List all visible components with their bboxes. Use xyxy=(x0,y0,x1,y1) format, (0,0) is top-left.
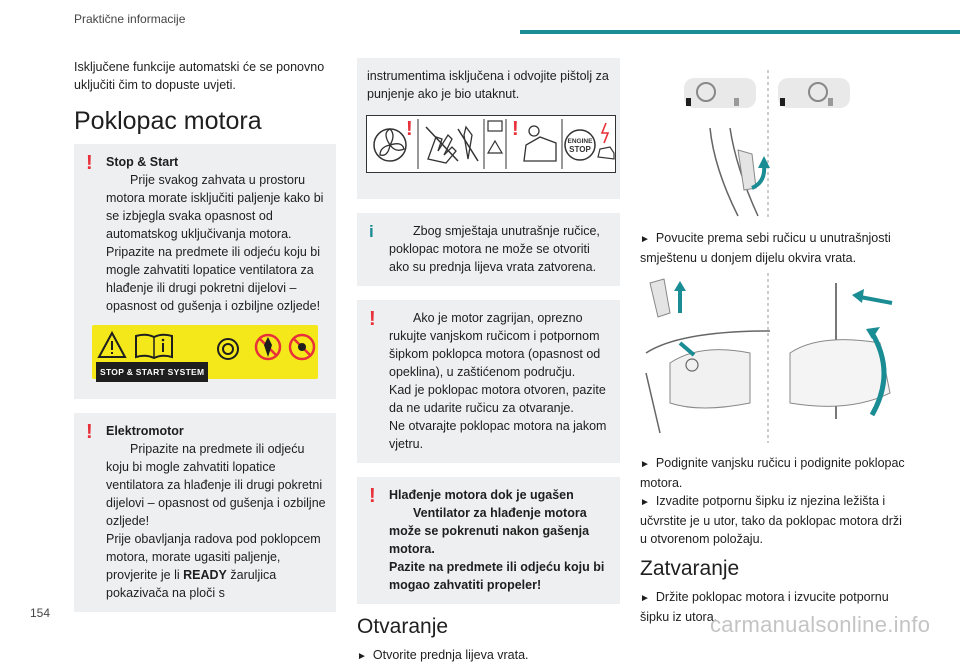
illustration-inner-lever xyxy=(640,58,905,218)
warning-icon: ! xyxy=(86,421,93,443)
warning-icon: ! xyxy=(369,308,376,330)
warning-text: Pripazite na predmete ili odjeću koju bi mogle zahvatiti lopatice ventilatora za hlađenje ili drugi pokretni dijelovi – opasnost od gušenja i ozbiljne ozljede! xyxy=(106,442,326,528)
column-middle xyxy=(357,58,620,666)
pictogram-icons xyxy=(366,115,616,173)
manual-book-icon xyxy=(136,335,172,358)
mechanic-icon xyxy=(524,126,556,161)
warning-text: Prije svakog zahvata u prostoru motora morate isključiti paljenje kako bi se izbjegla svaka opasnost od automatskog uključivanja motora. xyxy=(106,173,324,241)
page-number: 154 xyxy=(30,606,51,620)
car-lightning-icon xyxy=(598,123,614,159)
warning-icon: ! xyxy=(369,485,376,507)
warning-text-3: Ne otvarajte poklopac motora na jakom vjetru. xyxy=(389,419,607,451)
step-support-rod: ► Izvadite potpornu šipku iz njezina ležišta i učvrstite je u utor, tako da poklopac motora drži u otvorenom položaju. xyxy=(640,494,902,546)
warning-box-continued xyxy=(357,58,620,199)
warning-text-continued: instrumentima isključena i odvojite pištolj za punjenje ako je bio utaknut. xyxy=(367,69,609,101)
section-heading-closing: Zatvaranje xyxy=(640,557,740,580)
engine-label: ENGINE xyxy=(567,138,593,145)
support-rod-icon xyxy=(790,283,892,419)
warning-text-2: Kad je poklopac motora otvoren, pazite da ne udarite ručicu za otvaranje. xyxy=(389,383,606,415)
stop-label: STOP xyxy=(569,145,591,154)
sticker-label: STOP & START SYSTEM xyxy=(96,362,208,382)
info-icon: i xyxy=(369,222,374,241)
bullet-arrow-icon: ► xyxy=(640,593,650,604)
ready-label: READY xyxy=(183,568,227,582)
svg-text:!: ! xyxy=(512,118,519,140)
warning-pictogram-strip xyxy=(357,107,612,177)
warning-title: Elektromotor xyxy=(106,424,184,438)
warning-text-2: Prije obavljanja radova pod poklopcem motora, morate ugasiti paljenje, provjerite je li READY žaruljica pokazivača na ploči s xyxy=(106,532,321,600)
page-header xyxy=(0,0,960,36)
warning-title: Stop & Start xyxy=(106,155,179,169)
watermark: carmanualsonline.info xyxy=(710,612,931,637)
warning-text: Ventilator za hlađenje motora može se pokrenuti nakon gašenja motora. xyxy=(389,506,590,556)
fan-icon xyxy=(374,129,406,161)
warning-triangle-icon xyxy=(99,333,125,357)
sticker-icons xyxy=(98,331,318,361)
section-heading-hood: Poklopac motora xyxy=(74,107,262,135)
bullet-arrow-icon: ► xyxy=(357,651,367,662)
warning-text-2: Pripazite na predmete ili odjeću koju bi mogle zahvatiti lopatice ventilatora za hlađenje ili drugi pokretni dijelovi – opasnost od gušenja i ozbiljne ozljede! xyxy=(106,245,321,313)
no-tie-icon xyxy=(256,335,280,359)
info-text: Zbog smještaja unutrašnje ručice, poklopac motora ne može se otvoriti ako su prednja lijeva vrata zatvorena. xyxy=(389,224,600,274)
steering-wheel-icon xyxy=(684,78,756,108)
warning-text: Ako je motor zagrijan, oprezno rukujte vanjskom ručicom i potpornom šipkom poklopca motora (opasnost od opeklina), u zaštićenom području. xyxy=(389,311,601,379)
belt-coil-icon xyxy=(218,339,238,359)
illustration-hood-open xyxy=(640,273,905,443)
warning-box-hot-engine xyxy=(357,300,620,463)
step-open-door: ► Otvorite prednja lijeva vrata. xyxy=(357,648,529,662)
bullet-arrow-icon: ► xyxy=(640,459,650,470)
engine-stop-icon xyxy=(565,130,595,160)
tie-icon xyxy=(458,127,478,161)
svg-text:!: ! xyxy=(406,118,413,140)
bullet-arrow-icon: ► xyxy=(640,234,650,245)
intro-text: Isključene funkcije automatski će se ponovno uključiti čim to dopuste uvjeti. xyxy=(74,60,325,92)
column-left xyxy=(74,58,336,626)
header-accent-bar xyxy=(520,30,960,34)
column-right xyxy=(640,58,905,626)
header-title: Praktične informacije xyxy=(74,12,186,26)
hand-icon xyxy=(426,127,458,163)
stop-start-sticker xyxy=(84,325,328,385)
section-heading-opening: Otvaranje xyxy=(357,615,449,638)
bullet-arrow-icon: ► xyxy=(640,497,650,508)
outer-lever-icon xyxy=(650,279,686,317)
warning-box-engine-cooling xyxy=(357,477,620,604)
teal-arrow-icon xyxy=(852,289,864,303)
warning-box-electric-motor xyxy=(74,413,336,612)
no-fan-icon xyxy=(290,335,314,359)
teal-arrow-icon xyxy=(674,281,686,291)
info-box-inner-lever xyxy=(357,213,620,286)
step-lift-hood: ► Podignite vanjsku ručicu i podignite poklopac motora. xyxy=(640,456,905,490)
steering-wheel-icon xyxy=(778,78,850,108)
warning-box-stop-start xyxy=(74,144,336,399)
warning-title: Hlađenje motora dok je ugašen xyxy=(389,488,574,502)
teal-arrow-icon xyxy=(866,327,880,339)
manual-warning-icon xyxy=(488,121,502,153)
step-pull-inner-lever: ► Povucite prema sebi ručicu u unutrašnjosti smještenu u donjem dijelu okvira vrata. xyxy=(640,231,891,265)
step-close-hood: ► Držite poklopac motora i izvucite potpornu šipku iz utora. xyxy=(640,590,889,624)
warning-icon: ! xyxy=(86,152,93,174)
warning-text-2: Pazite na predmete ili odjeću koju bi mogao zahvatiti propeler! xyxy=(389,560,605,592)
